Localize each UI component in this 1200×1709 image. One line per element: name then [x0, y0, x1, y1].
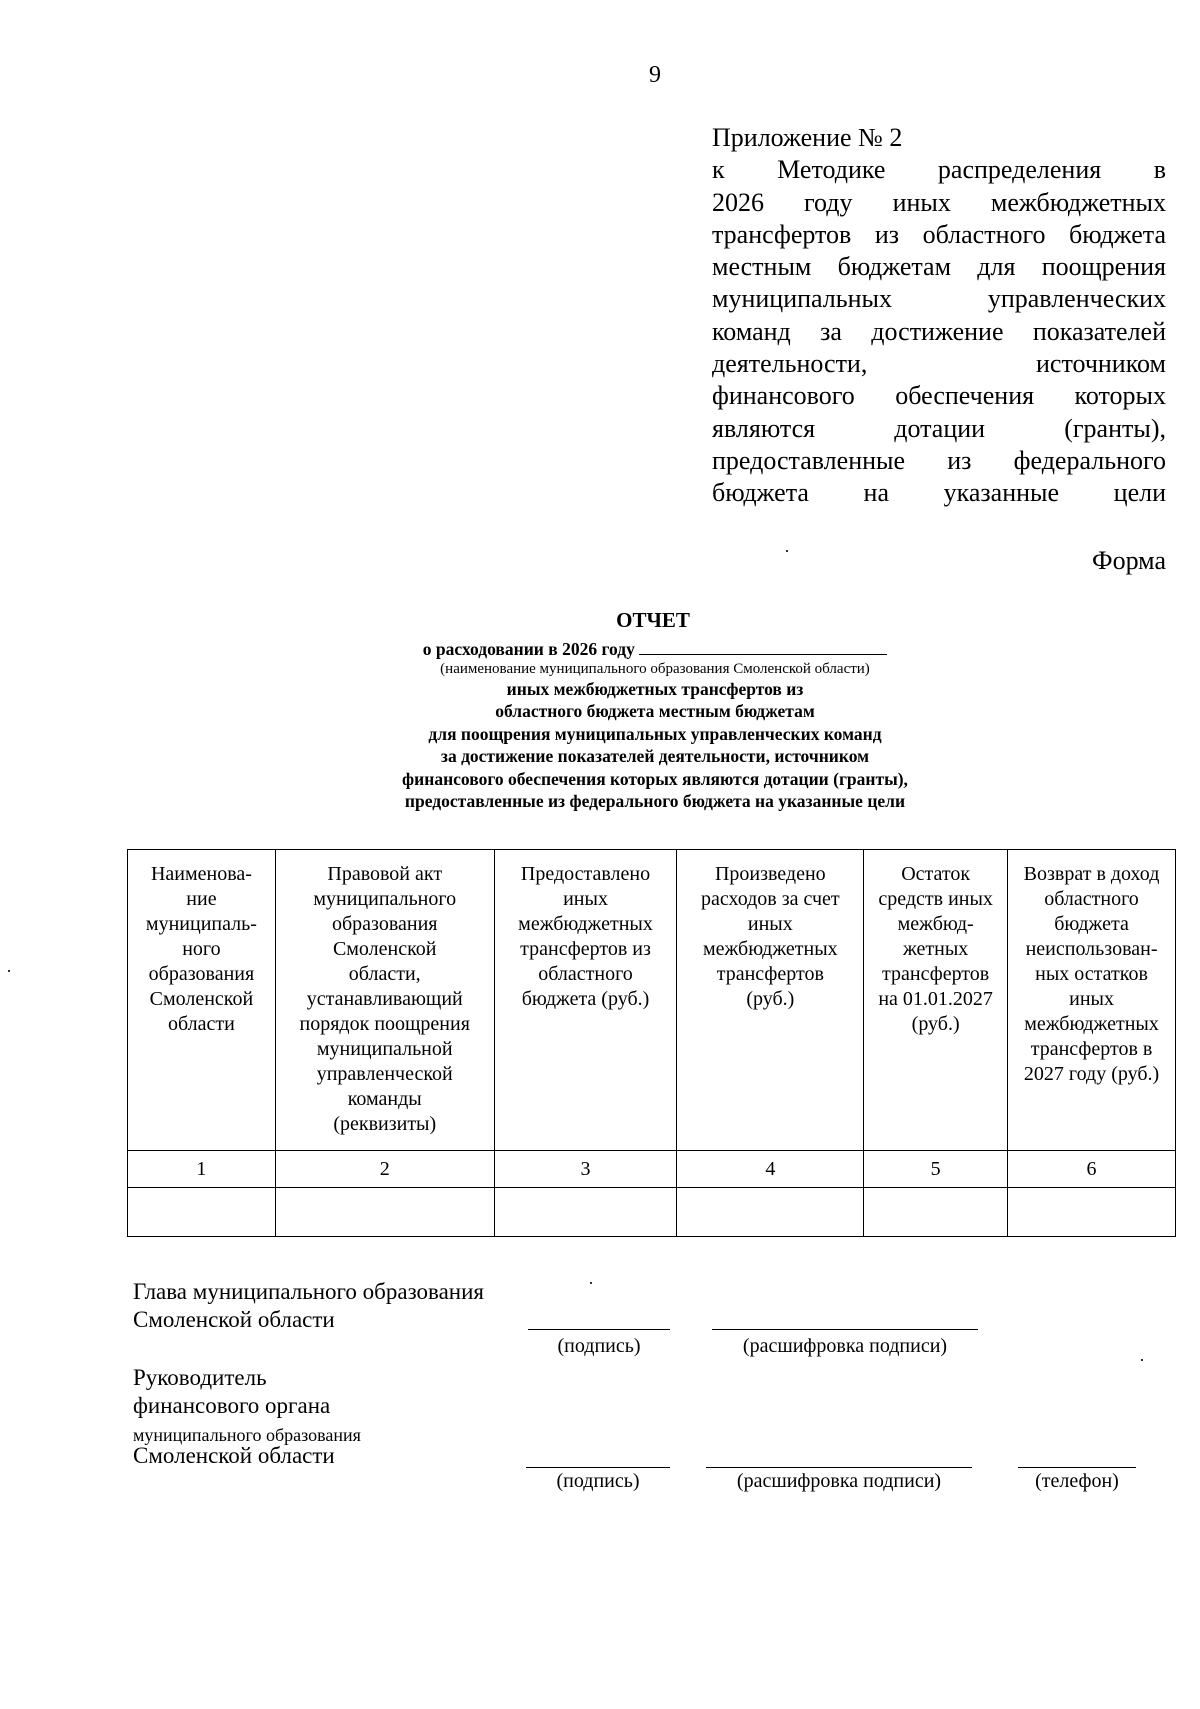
head-title-line2: Смоленской области: [133, 1307, 335, 1332]
appendix-line: местным бюджетам для поощрения: [712, 252, 1166, 282]
fin-phone-line[interactable]: [1018, 1467, 1136, 1468]
header-legal-act: Правовой акт муниципального образования Смоленской области, устанавливающий порядок поощрения муниципальной управленческой команды (реквизиты): [299, 863, 470, 1135]
table-header-cell: [677, 850, 864, 1151]
fin-sign-caption: (подпись): [556, 1470, 640, 1492]
head-sign-caption: (подпись): [557, 1335, 641, 1357]
column-number: 1: [128, 1151, 276, 1188]
fin-phone-caption: (телефон): [1035, 1470, 1119, 1492]
report-line: за достижение показателей деятельности, источником: [440, 746, 870, 766]
form-label: Форма: [1092, 546, 1166, 575]
column-number: 5: [864, 1151, 1008, 1188]
table-empty-cell[interactable]: [275, 1188, 494, 1237]
scan-speck: [8, 970, 10, 972]
table-header-cell: [1008, 850, 1176, 1151]
table-header-cell: [128, 850, 276, 1151]
scan-speck: [786, 550, 788, 552]
head-decode-caption: (расшифровка подписи): [742, 1335, 948, 1357]
table-empty-cell[interactable]: [864, 1188, 1008, 1237]
report-table: [127, 849, 1176, 1237]
table-header-cell: [864, 850, 1008, 1151]
scan-speck: [1141, 1359, 1143, 1361]
report-line: для поощрения муниципальных управленческих команд: [428, 723, 882, 744]
table-empty-row: [128, 1188, 1176, 1237]
report-line: областного бюджета местным бюджетам: [495, 701, 815, 721]
appendix-line: трансфертов из областного бюджета: [712, 219, 1166, 249]
header-balance: Остаток средств иных межбюд- жетных трансфертов на 01.01.2027 (руб.): [878, 863, 993, 1035]
fin-decode-line[interactable]: [706, 1467, 972, 1468]
table-empty-cell[interactable]: [494, 1188, 677, 1237]
header-return: Возврат в доход областного бюджета неиспользован- ных остатков иных межбюджетных трансфертов в 2027 году (руб.): [1023, 863, 1160, 1085]
appendix-line: деятельности, источником: [712, 349, 1166, 379]
report-header-block: [0, 638, 1200, 813]
report-line: иных межбюджетных трансфертов из: [506, 678, 804, 699]
appendix-line: 2026 году иных межбюджетных: [712, 187, 1166, 217]
head-signature-line[interactable]: [528, 1329, 670, 1330]
fin-title-line3: муниципального образования: [133, 1425, 361, 1445]
head-title-line1: Глава муниципального образования: [133, 1279, 484, 1304]
scan-speck: [590, 1282, 592, 1284]
appendix-line: команд за достижение показателей: [712, 316, 1166, 346]
header-municipality: Наименова- ние муниципаль- ного образования Смоленской области: [145, 863, 257, 1035]
fin-title-line1: Руководитель: [133, 1365, 267, 1390]
header-provided: Предоставлено иных межбюджетных трансфертов из областного бюджета (руб.): [518, 863, 653, 1010]
appendix-block: [712, 122, 1166, 510]
appendix-line: к Методике распределения в: [712, 155, 1166, 185]
table-number-row: [128, 1151, 1176, 1188]
fin-decode-caption: (расшифровка подписи): [736, 1470, 942, 1492]
table-empty-cell[interactable]: [677, 1188, 864, 1237]
report-line-period: [0, 638, 1200, 661]
fin-title-line4: Смоленской области: [133, 1443, 335, 1468]
table-empty-cell[interactable]: [1008, 1188, 1176, 1237]
municipality-blank-field: [639, 640, 887, 655]
column-number: 3: [494, 1151, 677, 1188]
page-number: 9: [649, 62, 661, 88]
appendix-line: финансового обеспечения которых: [712, 381, 1166, 411]
header-spent: Произведено расходов за счет иных межбюджетных трансфертов (руб.): [700, 863, 840, 1010]
appendix-line: предоставленные из федерального: [712, 445, 1166, 475]
appendix-line: бюджета на указанные цели: [712, 478, 1166, 508]
appendix-line: муниципальных управленческих: [712, 284, 1166, 314]
table-header-cell: [494, 850, 677, 1151]
column-number: 6: [1008, 1151, 1176, 1188]
table-empty-cell[interactable]: [128, 1188, 276, 1237]
report-subcaption: (наименование муниципального образования Смоленской области): [440, 660, 870, 677]
appendix-line: являются дотации (гранты),: [712, 413, 1166, 443]
column-number: 2: [275, 1151, 494, 1188]
report-line: предоставленные из федерального бюджета на указанные цели: [404, 791, 906, 811]
fin-title-line2: финансового органа: [133, 1393, 331, 1418]
head-decode-line[interactable]: [712, 1329, 978, 1330]
report-period-text: о расходовании в 2026 году: [422, 639, 635, 659]
table-header-cell: [275, 850, 494, 1151]
appendix-line: Приложение № 2: [712, 123, 903, 152]
column-number: 4: [677, 1151, 864, 1188]
report-line: финансового обеспечения которых являются дотации (гранты),: [402, 768, 908, 789]
fin-signature-line[interactable]: [526, 1467, 670, 1468]
table-header-row: [128, 850, 1176, 1151]
report-title: ОТЧЕТ: [616, 608, 690, 632]
